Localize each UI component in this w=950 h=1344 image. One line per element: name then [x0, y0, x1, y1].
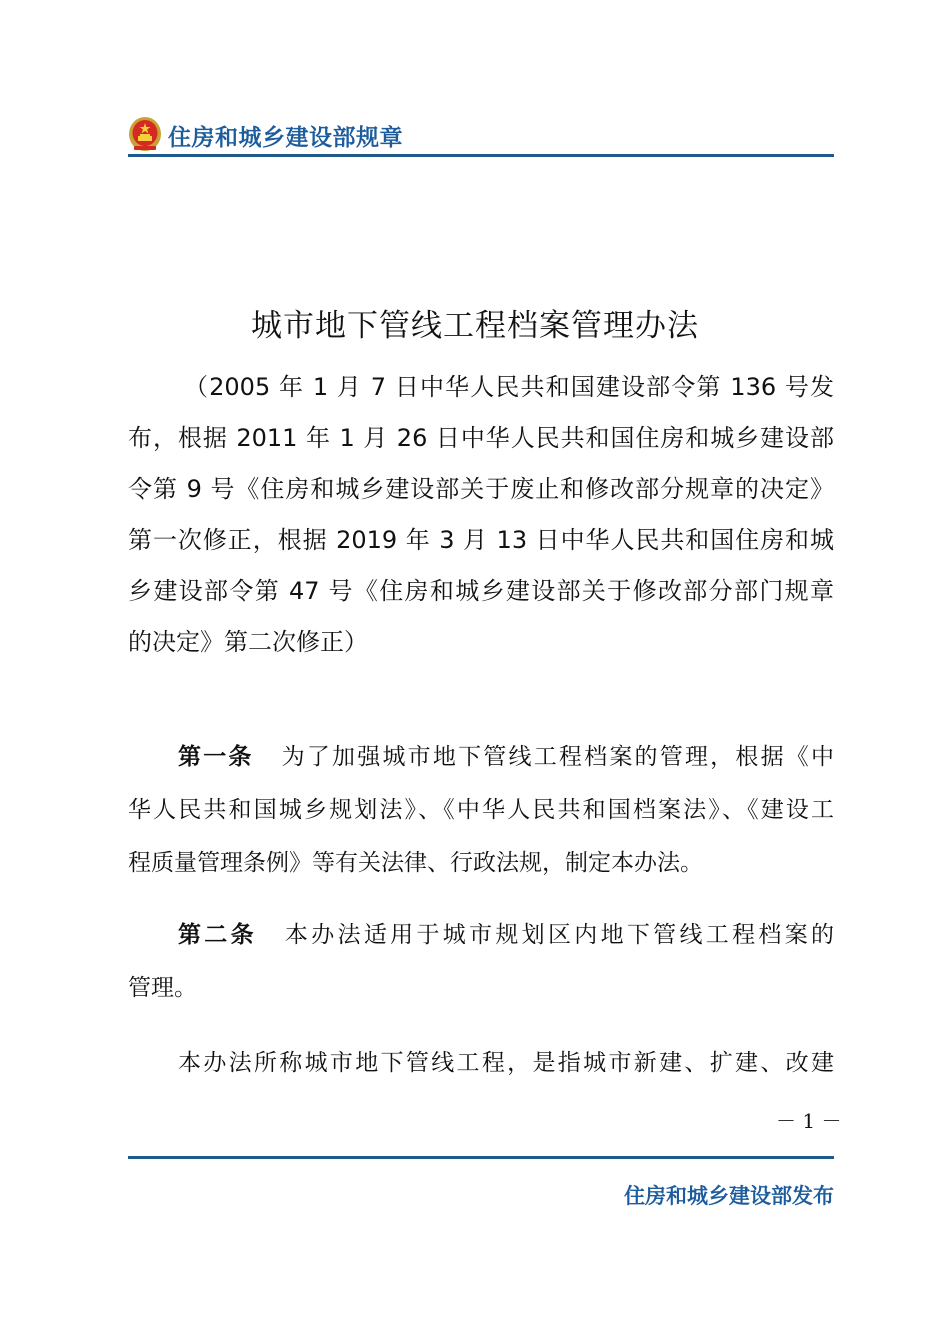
history-line: 令第 9 号《住房和城乡建设部关于废止和修改部分规章的决定》 — [128, 475, 834, 503]
article-line — [128, 731, 834, 784]
header-title: 住房和城乡建设部规章 — [168, 125, 403, 151]
history-line: 乡建设部令第 47 号《住房和城乡建设部关于修改部分部门规章 — [128, 577, 834, 605]
article-text: 为了加强城市地下管线工程档案的管理，根据《中 — [281, 744, 834, 770]
history-line: （2005 年 1 月 7 日中华人民共和国建设部令第 136 号发 — [184, 373, 834, 401]
article-heading: 第二条 — [178, 922, 257, 948]
article-2-paragraph-2 — [128, 1037, 834, 1090]
article-text: 本办法适用于城市规划区内地下管线工程档案的 — [284, 922, 835, 948]
header-divider — [128, 154, 834, 157]
history-line: 第一次修正，根据 2019 年 3 月 13 日中华人民共和国住房和城 — [128, 526, 834, 554]
article-line — [128, 909, 834, 962]
footer-publisher: 住房和城乡建设部发布 — [624, 1184, 834, 1208]
page-number: － 1 － — [776, 1109, 842, 1133]
article-line: 程质量管理条例》等有关法律、行政法规，制定本办法。 — [128, 850, 703, 876]
article-heading: 第一条 — [178, 744, 254, 770]
article-line: 华人民共和国城乡规划法》、《中华人民共和国档案法》、《建设工 — [128, 797, 834, 823]
article-line: 管理。 — [128, 975, 197, 1001]
history-line: 布，根据 2011 年 1 月 26 日中华人民共和国住房和城乡建设部 — [128, 424, 834, 452]
article-line: 本办法所称城市地下管线工程，是指城市新建、扩建、改建 — [178, 1050, 834, 1076]
national-emblem-icon — [128, 116, 162, 152]
article-2 — [128, 909, 834, 1015]
revision-history — [128, 362, 834, 668]
footer-divider — [128, 1156, 834, 1159]
history-line: 的决定》第二次修正） — [128, 628, 368, 656]
document-title: 城市地下管线工程档案管理办法 — [251, 308, 699, 344]
article-1 — [128, 731, 834, 890]
page-header — [128, 116, 834, 154]
